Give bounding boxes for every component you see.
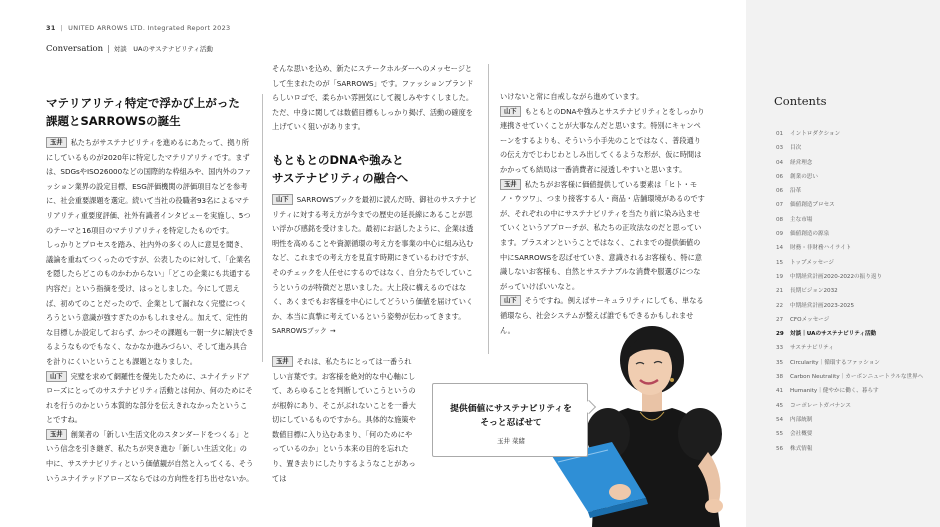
- toc-page-number: 56: [776, 445, 784, 452]
- toc-item-label: 財務・非財務ハイライト: [790, 245, 852, 252]
- toc-item-label: 中期経営計画2020-2022の振り返り: [790, 273, 883, 280]
- page-number: 31: [46, 24, 56, 32]
- toc-item[interactable]: [776, 184, 936, 198]
- toc-item[interactable]: [776, 341, 936, 355]
- toc-item[interactable]: [776, 256, 936, 270]
- toc-item[interactable]: [776, 370, 936, 384]
- paragraph: 山下 完璧を求めて網羅性を優先したために、ユナイテッドアローズにとってのサステナビリティ活動とは何か、何のためにそれを行うのかという本質的な部分を伝えきれなかったということですね。: [46, 371, 253, 425]
- paragraph: 山下 SARROWSブックを最初に読んだ時、御社のサステナビリティに対する考え方が今までの歴史の延長線にあることが思い浮かび感銘を受けました。最初にお話したように、企業は透明性を高めることや資源循環の考え方を事業の中心に組み込むなど、これまでの考え方を見直す時期にきているわけですが、そのチェックを人任せにするのではなく、自分たちでしていこうというのが特徴だと思いました。大上段に構えるのではなく、あくまでもお客様を中心にしてどういう価値を届けていくか、本当に真摯に考えているという姿勢が伝わってきます。: [272, 194, 477, 321]
- contents-title: Contents: [774, 94, 827, 108]
- pull-quote-box: [432, 383, 588, 457]
- toc-item-label: 目次: [790, 145, 802, 152]
- toc-item[interactable]: [776, 327, 936, 341]
- toc-item[interactable]: [776, 241, 936, 255]
- arrow-right-icon: →: [329, 327, 336, 336]
- toc-page-number: 35: [776, 359, 784, 366]
- sarrows-book-link-row: [272, 324, 478, 339]
- toc-page-number: 15: [776, 259, 784, 266]
- toc-page-number: 08: [776, 216, 784, 223]
- paragraph: 玉井 私たちがお客様に価値提供している要素は「ヒト・モノ・ウツワ」、つまり接客する人・商品・店舗環境があるのですが、それぞれの中にサステナビリティを当たり前に染み込ませていくというアプローチが、私たちの正攻法なのだと思っています。プラスオンということではなく、これまでの提供価値の中にSARROWSを忍ばせていき、意識されるお客様も、特に意識しないお客様も、自然とサステナブルな消費や服選びにつながっていけばいいなと。: [500, 179, 705, 291]
- toc-item[interactable]: [776, 198, 936, 212]
- column-divider: [262, 94, 263, 362]
- contents-list: [776, 127, 936, 456]
- toc-item-label: Humanity｜健やかに働く、暮らす: [790, 388, 879, 395]
- speaker-tag: 山下: [46, 371, 67, 382]
- toc-page-number: 04: [776, 159, 784, 166]
- pull-quote-text: 提供価値にサステナビリティを そっと忍ばせて: [450, 404, 572, 428]
- paragraph: 玉井 私たちがサステナビリティを進めるにあたって、拠り所にしているものが2020年に特定したマテリアリティです。まずは、SDGsやISO26000などの国際的な枠組みや、国内外のファッション業界の設定目標、ESG評価機関の評価項目などを参考に、社会重要課題を選定。続いて当社の役職者93名によるマテリアリティ重要度評価、社外有識者インタビューを実施し、5つのテーマと16項目のマテリアリティを特定したものです。: [46, 138, 252, 235]
- toc-item[interactable]: [776, 141, 936, 155]
- toc-item[interactable]: [776, 270, 936, 284]
- speaker-tag: 玉井: [272, 356, 293, 367]
- speaker-tag: 山下: [500, 106, 521, 117]
- paragraph: いけないと常に自戒しながら進めています。: [500, 92, 644, 101]
- toc-item-label: 価値創造プロセス: [790, 202, 835, 209]
- toc-item-label: 株式情報: [790, 445, 813, 452]
- toc-page-number: 29: [776, 331, 784, 338]
- toc-item-label: トップメッセージ: [790, 259, 835, 266]
- toc-page-number: 06: [776, 173, 784, 180]
- toc-item[interactable]: [776, 413, 936, 427]
- toc-page-number: 54: [776, 416, 784, 423]
- toc-page-number: 38: [776, 374, 784, 381]
- speaker-tag: 山下: [272, 194, 293, 205]
- paragraph: 玉井 それは、私たちにとっては一番うれしい言葉です。お客様を絶対的な中心軸にして、あらゆることを判断していこうというのが根幹にあり、そこがぶれないことを一番大切にしているものですから。具体的な施策や数値目標に入り込むあまり、「何のためにやっているのか」という本来の目的を忘れたり、置き去りにしたりするようなことがあっては: [272, 356, 416, 483]
- toc-item-label: 長期ビジョン2032: [790, 288, 838, 295]
- toc-item-label: 創業の思い: [790, 173, 818, 180]
- toc-item-label: イントロダクション: [790, 131, 841, 137]
- section-heading-dna: もともとのDNAや強みと サステナビリティの融合へ: [272, 152, 409, 185]
- toc-item[interactable]: [776, 170, 936, 184]
- toc-item-label: サステナビリティ: [790, 345, 834, 352]
- toc-page-number: 19: [776, 273, 784, 280]
- pull-quote-speaker: 玉井 菜緒: [496, 437, 526, 445]
- toc-page-number: 33: [776, 345, 784, 352]
- toc-page-number: 01: [776, 131, 784, 137]
- toc-item[interactable]: [776, 213, 936, 227]
- section-title-jp: 対談 UAのサステナビリティ活動: [113, 45, 213, 53]
- toc-item-label: Circularity｜循環するファッション: [790, 359, 880, 366]
- publication-title: UNITED ARROWS LTD. Integrated Report 2023: [68, 24, 231, 32]
- toc-item-label: 中期経営計画2023-2025: [790, 302, 855, 309]
- toc-item[interactable]: [776, 299, 936, 313]
- toc-item-label: コーポレートガバナンス: [790, 402, 851, 409]
- toc-page-number: 45: [776, 402, 784, 409]
- toc-item[interactable]: [776, 227, 936, 241]
- toc-item-label: 主な市場: [790, 216, 813, 223]
- toc-item[interactable]: [776, 284, 936, 298]
- section-header: Conversation | 対談 UAのサステナビリティ活動: [46, 44, 213, 54]
- toc-item[interactable]: [776, 156, 936, 170]
- paragraph: 山下 もともとのDNAや強みとサステナビリティとをしっかり連携させていくことが大事なんだと思います。特別にキャンペーンをするよりも、そういう小手先のことではなく、普段通りの伝え方でじわじわとしみ出してくるような形が、仮に時間はかかっても結局は一番消費者に浸透しやすいと思います。: [500, 106, 705, 174]
- article-column-1: [46, 94, 254, 486]
- toc-item-label: CFOメッセージ: [790, 316, 830, 323]
- page-header: 31 | UNITED ARROWS LTD. Integrated Report 2023: [46, 24, 231, 32]
- speaker-tag: 玉井: [46, 429, 67, 440]
- toc-item[interactable]: [776, 127, 936, 141]
- toc-page-number: 06: [776, 188, 784, 195]
- toc-item[interactable]: [776, 399, 936, 413]
- article-column-3: [500, 90, 707, 338]
- toc-item-label: 会社概要: [790, 431, 813, 438]
- section-heading-materiality: マテリアリティ特定で浮かび上がった 課題とSARROWSの誕生: [46, 96, 240, 128]
- speaker-tag: 玉井: [46, 137, 67, 148]
- toc-page-number: 07: [776, 202, 784, 209]
- toc-page-number: 41: [776, 388, 784, 395]
- paragraph: そんな思いを込め、新たにステークホルダーへのメッセージとして生まれたのが「SARROWS」です。ファッションブランドらしいロゴで、柔らかい雰囲気にして親しみやすくしました。ただ、中身に関しては数値目標もしっかり掲げ、活動の確度を上げていく狙いがあります。: [272, 64, 474, 132]
- section-title-en: Conversation: [46, 44, 104, 54]
- toc-item[interactable]: [776, 356, 936, 370]
- speaker-tag: 玉井: [500, 179, 521, 190]
- toc-page-number: 03: [776, 145, 784, 152]
- paragraph: 玉井 創業者の「新しい生活文化のスタンダードをつくる」という信念を引き継ぎ、私たちが突き進む「新しい生活文化」の中に、サステナビリティという価値観が自然と入ってくる、そういうユナイテッドアローズならではの方向性を打ち出せないか。: [46, 429, 254, 483]
- toc-page-number: 21: [776, 288, 784, 295]
- toc-page-number: 55: [776, 431, 784, 438]
- paragraph: 山下 そうですね。例えばサーキュラリティにしても、単なる循環なら、社会システムが整えば誰でもできるかもしれません。: [500, 296, 704, 335]
- toc-item[interactable]: [776, 313, 936, 327]
- toc-item-label: 経営理念: [790, 159, 813, 166]
- toc-item-label: 沿革: [790, 188, 802, 195]
- toc-item[interactable]: [776, 384, 936, 398]
- column-divider: [488, 64, 489, 354]
- toc-item-label: Carbon Neutrality｜カーボンニュートラルな世界へ: [790, 374, 924, 381]
- toc-page-number: 14: [776, 245, 784, 252]
- speaker-tag: 山下: [500, 295, 521, 306]
- paragraph: しっかりとプロセスを踏み、社内外の多くの人に意見を聞き、議論を重ねてつくったのですが、公表したのに対して、「企業名を隠したらどこのものかわからない」「どこの企業にも共通する内容だ」という指摘を受け、はっとしました。今にして思えば、初めてのことだったので、企業として漏れなく完璧につくろうという意識が強すぎたのかもしれません。加えて、定性的な目標しか設定しておらず、かつその課題も一朝一夕に解決できるようなものでもなく、なかなか進みづらい、そして進み具合を計りにくいということも課題となりました。: [46, 240, 254, 366]
- toc-page-number: 27: [776, 316, 784, 323]
- toc-item-label: 対談｜UAのサステナビリティ活動: [790, 331, 877, 338]
- toc-item[interactable]: [776, 442, 936, 456]
- toc-item[interactable]: [776, 427, 936, 441]
- toc-item-label: 内部統制: [790, 416, 813, 423]
- sarrows-book-link[interactable]: SARROWSブック →: [272, 327, 336, 336]
- toc-page-number: 22: [776, 302, 784, 309]
- toc-page-number: 09: [776, 231, 784, 238]
- toc-item-label: 価値創造の源泉: [790, 231, 830, 238]
